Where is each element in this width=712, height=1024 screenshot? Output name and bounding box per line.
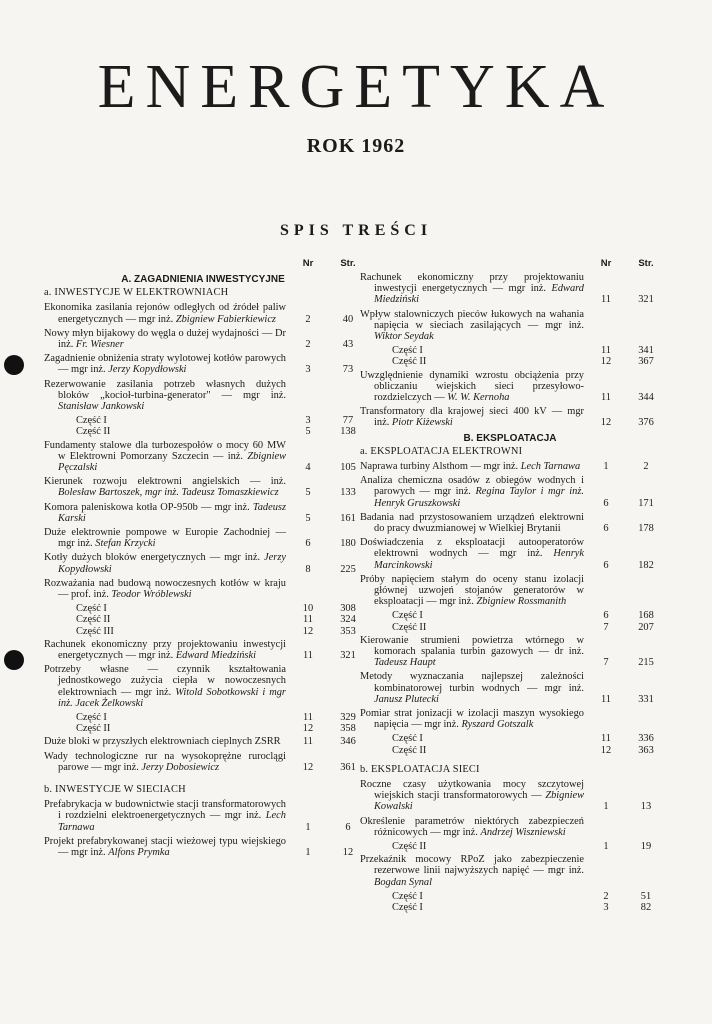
toc-entry: Analiza chemiczna osadów z obiegów wodnych i parowych — mgr inż. Regina Taylor i mgr inż. Henryk Gruszkowski 6 171 [360, 475, 654, 509]
subsection-heading: b. INWESTYCJE W SIECIACH [44, 784, 186, 796]
toc-entry: Wpływ stalowniczych pieców łukowych na wahania napięcia w sieciach zasilających — mgr inż. Wiktor Seydak [360, 308, 584, 343]
toc-entry: Uwzględnienie dynamiki wzrostu obciążenia przy obliczaniu wiejskich sieci przesyłowo-rozdzielczych — W. W. Kernoha 11 344 [360, 369, 654, 403]
toc-part: Część I 3 77 [76, 415, 354, 427]
toc-entry: Fundamenty stalowe dla turbozespołów o mocy 60 MW w Elektrowni Pomorzany Szczecin — inż. Zbigniew Pęczalski 4 105 [44, 439, 356, 474]
toc-entry: Roczne czasy użytkowania mocy szczytowej wiejskich stacji transformatorowych — Zbigniew Kowalski 1 13 [360, 779, 652, 813]
subsection-heading: a. INWESTYCJE W ELEKTROWNIACH [44, 287, 229, 299]
punch-hole [4, 355, 24, 375]
toc-entry: Potrzeby własne — czynnik kształtowania jednostkowego zużycia ciepła w nowoczesnych elektrowniach — mgr inż. Witold Sobotkowski i mgr inż. Jacek Żelkowski [44, 664, 286, 709]
subsection-heading: b. EKSPLOATACJA SIECI [360, 763, 480, 775]
toc-part: Część II 11 324 [76, 614, 356, 626]
toc-part: Część III 12 353 [76, 625, 356, 637]
toc-entry: Kierunek rozwoju elektrowni angielskich — inż. Bolesław Bartoszek, mgr inż. Tadeusz Tomaszkiewicz 5 133 [44, 476, 356, 499]
toc-entry: Rachunek ekonomiczny przy projektowaniu inwestycji energetycznych — mgr inż. Edward Miedziński 11 321 [44, 638, 356, 662]
str-header: Str. [340, 258, 356, 269]
section-heading: A. ZAGADNIENIA INWESTYCYJNE [121, 274, 285, 285]
toc-entry: Projekt prefabrykowanej stacji wieżowej typu wiejskiego — mgr inż. Alfons Prymka 1 12 [44, 835, 354, 859]
toc-part: Część II 12 358 [76, 723, 356, 735]
str-header: Str. [638, 258, 654, 269]
toc-entry: Naprawa turbiny Alsthom — mgr inż. Lech Tarnawa 1 2 [360, 461, 649, 473]
toc-entry: Wady technologiczne rur na wysokoprężne ruroclągi parowe — mgr inż. Jerzy Dobosiewicz 12 361 [44, 750, 356, 773]
column-header [360, 256, 660, 270]
toc-part: Część I 2 51 [392, 890, 652, 902]
toc-entry: Próby napięciem stałym do oceny stanu izolacji głównej uzwojeń stojanów generatorów w eksploatacji — mgr inż. Zbigniew Rossmanith [360, 573, 584, 608]
toc-entry: Nowy młyn bijakowy do węgla o dużej wydajności — Dr inż. Fr. Wiesner 2 43 [44, 327, 354, 351]
toc-part: Część I 3 82 [392, 902, 652, 914]
toc-part: Część I 11 336 [392, 733, 654, 745]
toc-part: Część II 12 363 [392, 744, 654, 756]
toc-entry: Duże bloki w przyszłych elektrowniach cieplnych ZSRR 11 346 [44, 736, 356, 748]
toc-part: Część II 1 19 [392, 841, 652, 853]
toc-heading: SPIS TREŚCI [279, 222, 433, 239]
punch-hole [4, 650, 24, 670]
toc-part: Część I 10 308 [76, 603, 356, 615]
toc-part: Część II 5 138 [76, 426, 356, 438]
toc-entry: Transformatory dla krajowej sieci 400 kV — mgr inż. Piotr Kiżewski 12 376 [360, 406, 654, 429]
toc-entry: Badania nad przystosowaniem urządzeń elektrowni do pracy dwuzmianowej w Wielkiej Brytanii 6 178 [360, 511, 654, 535]
toc-part: Część I 11 329 [76, 712, 356, 724]
toc-part: Część II 7 207 [392, 621, 654, 633]
section-heading: B. EKSPLOATACJA [463, 432, 557, 444]
toc-right-column [360, 256, 660, 913]
year-heading: ROK 1962 [306, 135, 406, 157]
nr-header: Nr [600, 258, 612, 269]
toc-entry: Pomiar strat jonizacji w izolacji maszyn wysokiego napięcia — mgr inż. Ryszard Gotszalk [360, 708, 584, 731]
column-header [44, 256, 362, 270]
toc-entry: Rezerwowanie zasilania potrzeb własnych dużych bloków „kocioł-turbina-generator" — mgr inż. Stanisław Jankowski [44, 378, 286, 413]
toc-entry: Kotły dużych bloków energetycznych — mgr inż. Jerzy Kopydłowski 8 225 [44, 552, 356, 575]
toc-entry: Określenie parametrów niektórych zabezpieczeń różnicowych — mgr inż. Andrzej Wiszniewski [360, 815, 584, 838]
toc-entry: Doświadczenia z eksploatacji autooperatorów elektrowni wodnych — mgr inż. Henryk Marcinkowski 6 182 [360, 537, 654, 571]
toc-entry: Rachunek ekonomiczny przy projektowaniu inwestycji energetycznych — mgr inż. Edward Miedziński 11 321 [360, 272, 654, 306]
toc-part: Część II 12 367 [392, 356, 654, 368]
toc-entry: Komora paleniskowa kotła OP-950b — mgr inż. Tadeusz Karski 5 161 [44, 501, 356, 524]
toc-part: Część I 6 168 [392, 610, 654, 622]
journal-title: ENERGETYKA [97, 53, 615, 121]
toc-entry: Prefabrykacja w budownictwie stacji transformatorowych i rozdzielni elektroenergetycznych — mgr inż. Lech Tarnawa 1 6 [44, 799, 351, 833]
toc-entry: Ekonomika zasilania rejonów odległych od źródeł paliw energetycznych — mgr inż. Zbigniew Fabierkiewicz 2 40 [44, 302, 354, 325]
toc-part: Część I 11 341 [392, 345, 654, 357]
subsection-heading: a. EKSPLOATACJA ELEKTROWNI [360, 445, 523, 457]
toc-entry: Zagadnienie obniżenia straty wylotowej kotłów parowych — mgr inż. Jerzy Kopydłowski 3 73 [44, 353, 354, 376]
toc-entry: Duże elektrownie pompowe w Europie Zachodniej — mgr inż. Stefan Krzycki 6 180 [44, 527, 356, 550]
nr-header: Nr [302, 258, 314, 269]
toc-left-column [44, 256, 362, 861]
toc-entry: Kierowanie strumieni powietrza wtórnego w komorach spalania turbin gazowych — dr inż. Tadeusz Haupt 7 215 [360, 634, 654, 669]
toc-entry: Rozważania nad budową nowoczesnych kotłów w kraju — prof. inż. Teodor Wróblewski [44, 577, 286, 601]
toc-entry: Metody wyznaczania najlepszej zależności kombinatorowej turbin wodnych — mgr inż. Janusz Plutecki 11 331 [360, 671, 654, 705]
toc-entry: Przekaźnik mocowy RPoZ jako zabezpieczenie rezerwowe linii najwyższych napięć — mgr inż. Bogdan Synal [360, 854, 584, 888]
